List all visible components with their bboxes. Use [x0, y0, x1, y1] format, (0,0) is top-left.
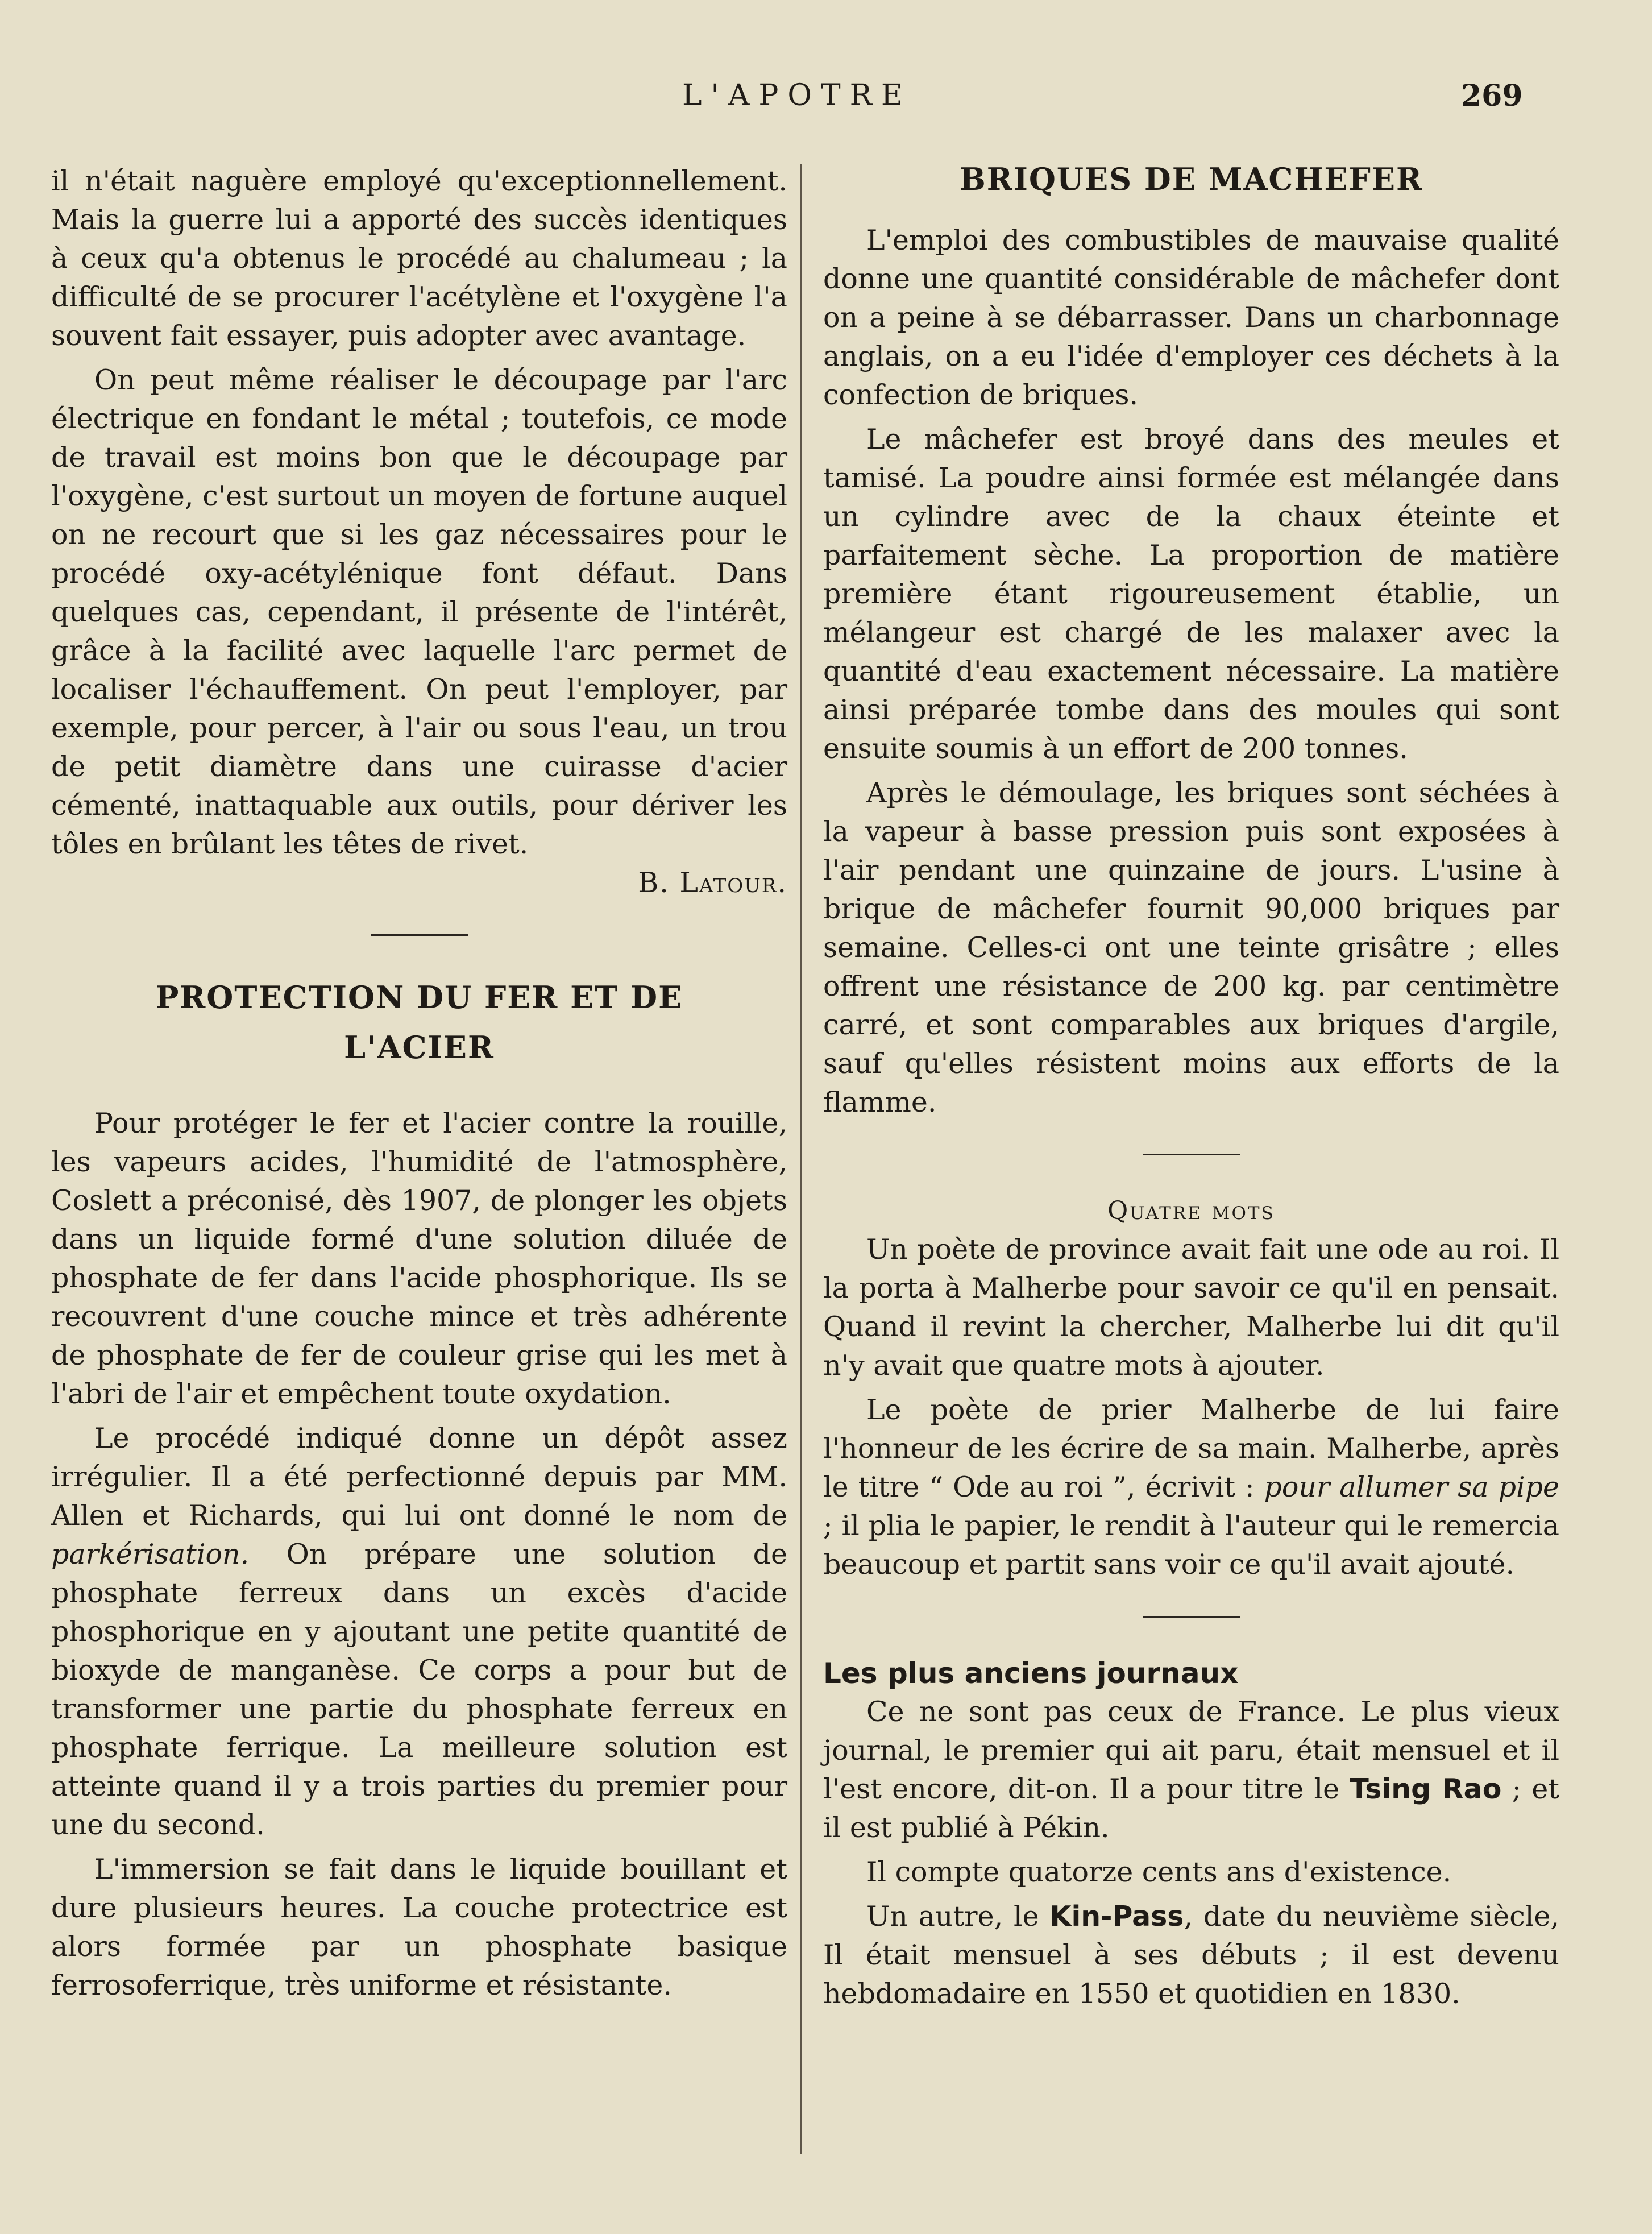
- continued-paragraph: il n'était naguère employé qu'exceptionnellement. Mais la guerre lui a apporté des succès identiques à ceux qu'a obtenus le procédé au chalumeau ; la difficulté de se procurer l'acétylène et l'oxygène l'a souvent fait essayer, puis adopter avec avantage.: [51, 165, 787, 352]
- journal-name-tsing-rao: Tsing Rao: [1350, 1773, 1502, 1805]
- p2-text-before: Le procédé indiqué donne un dépôt assez irrégulier. Il a été perfectionné depuis par MM. Allen et Richards, qui lui ont donné le nom de: [51, 1422, 787, 1532]
- section-separator: [1143, 1154, 1240, 1155]
- paragraph-protection-3: L'immersion se fait dans le liquide bouillant et dure plusieurs heures. La couche protectrice est alors formée par un phosphate basique ferrosoferrique, très uniforme et résistante.: [51, 1853, 787, 2001]
- j3-text-before: Un autre, le: [866, 1900, 1050, 1933]
- paragraph-journaux-1: [823, 1693, 1559, 1847]
- j1-text-after: ; et il est publié à Pékin.: [823, 1773, 1559, 1844]
- paragraph-journaux-3: [823, 1897, 1559, 2013]
- paragraph-briques-3: Après le démoulage, les briques sont séchées à la vapeur à basse pression puis sont exposées à l'air pendant une quinzaine de jours. L'usine à brique de mâchefer fournit 90,000 briques par semaine. Celles-ci ont une teinte grisâtre ; elles offrent une résistance de 200 kg. par centimètre carré, et sont comparables aux briques d'argile, sauf qu'elles résistent moins aux efforts de la flamme.: [823, 777, 1559, 1118]
- qm-italic-phrase: pour allumer sa pipe: [1264, 1471, 1560, 1503]
- qm-text-before: Le poète de prier Malherbe de lui faire l'honneur de les écrire de sa main. Malherbe, après le titre “ Ode au roi ”, écrivit :: [823, 1394, 1559, 1503]
- left-column: [51, 162, 787, 2005]
- qm-text-after: ; il plia le papier, le rendit à l'auteur qui le remercia beaucoup et partit sans voir ce qu'il avait ajouté.: [823, 1510, 1559, 1581]
- paragraph-quatre-mots-2: [823, 1391, 1559, 1584]
- page-number: 269: [1461, 78, 1523, 113]
- p2-italic-term: parkérisation.: [51, 1538, 250, 1570]
- paragraph-arc-electrique: On peut même réaliser le découpage par l'arc électrique en fondant le métal ; toutefois, ce mode de travail est moins bon que le découpage par l'oxygène, c'est surtout un moyen de fortune auquel on ne recourt que si les gaz nécessaires pour le procédé oxy-acétylénique font défaut. Dans quelques cas, cependant, il présente de l'intérêt, grâce à la facilité avec laquelle l'arc permet de localiser l'échauffement. On peut l'employer, par exemple, pour percer, à l'air ou sous l'eau, un trou de petit diamètre dans une cuirasse d'acier cémenté, inattaquable aux outils, pour dériver les tôles en brûlant les têtes de rivet.: [51, 364, 787, 860]
- paragraph-briques-2: Le mâchefer est broyé dans des meules et tamisé. La poudre ainsi formée est mélangée dans un cylindre avec de la chaux éteinte et parfaitement sèche. La proportion de matière première étant rigoureusement établie, un mélangeur est chargé de les malaxer avec la quantité d'eau exactement nécessaire. La matière ainsi préparée tombe dans des moules qui sont ensuite soumis à un effort de 200 tonnes.: [823, 423, 1559, 765]
- section-separator: [1143, 1616, 1240, 1618]
- section-separator: [371, 934, 468, 936]
- author-signature: [51, 864, 787, 902]
- signature-name: B. Latour.: [638, 867, 787, 899]
- running-head: L'APOTRE: [682, 78, 912, 113]
- right-column: [823, 162, 1559, 2013]
- paragraph-protection-2: [51, 1419, 787, 1845]
- j1-text-before: Ce ne sont pas ceux de France. Le plus vieux journal, le premier qui ait paru, était mensuel et il l'est encore, dit-on. Il a pour titre le: [823, 1696, 1559, 1805]
- j3-text-after: , date du neuvième siècle, Il était mensuel à ses débuts ; il est devenu hebdomadaire en 1550 et quotidien en 1830.: [823, 1900, 1559, 2010]
- paragraph-journaux-2: Il compte quatorze cents ans d'existence.: [866, 1856, 1452, 1888]
- journaux-title: Les plus anciens journaux: [823, 1657, 1239, 1690]
- paragraph-quatre-mots-1: Un poète de province avait fait une ode au roi. Il la porta à Malherbe pour savoir ce qu'il en pensait. Quand il revint la chercher, Malherbe lui dit qu'il n'y avait que quatre mots à ajouter.: [823, 1233, 1559, 1382]
- journal-name-kin-pass: Kin-Pass: [1049, 1900, 1184, 1933]
- briques-title: BRIQUES DE MACHEFER: [960, 161, 1423, 197]
- paragraph-briques-1: L'emploi des combustibles de mauvaise qualité donne une quantité considérable de mâchefer dont on a peine à se débarrasser. Dans un charbonnage anglais, on a eu l'idée d'employer ces déchets à la confection de briques.: [823, 224, 1559, 411]
- paragraph-protection-1: Pour protéger le fer et l'acier contre la rouille, les vapeurs acides, l'humidité de l'atmosphère, Coslett a préconisé, dès 1907, de plonger les objets dans un liquide formé d'une solution diluée de phosphate de fer dans l'acide phosphorique. Ils se recouvrent d'une couche mince et très adhérente de phosphate de fer de couleur grise qui les met à l'abri de l'air et empêchent toute oxydation.: [51, 1107, 787, 1410]
- article-title-line2: L'ACIER: [344, 1029, 495, 1066]
- article-title-line1: PROTECTION DU FER ET DE: [155, 979, 683, 1016]
- quatre-mots-title: Quatre mots: [1107, 1196, 1275, 1225]
- p2-text-after: On prépare une solution de phosphate ferreux dans un excès d'acide phosphorique en y ajoutant une petite quantité de bioxyde de manganèse. Ce corps a pour but de transformer une partie du phosphate ferreux en phosphate ferrique. La meilleure solution est atteinte quand il y a trois parties du premier pour une du second.: [51, 1538, 787, 1841]
- column-rule: [800, 164, 802, 2154]
